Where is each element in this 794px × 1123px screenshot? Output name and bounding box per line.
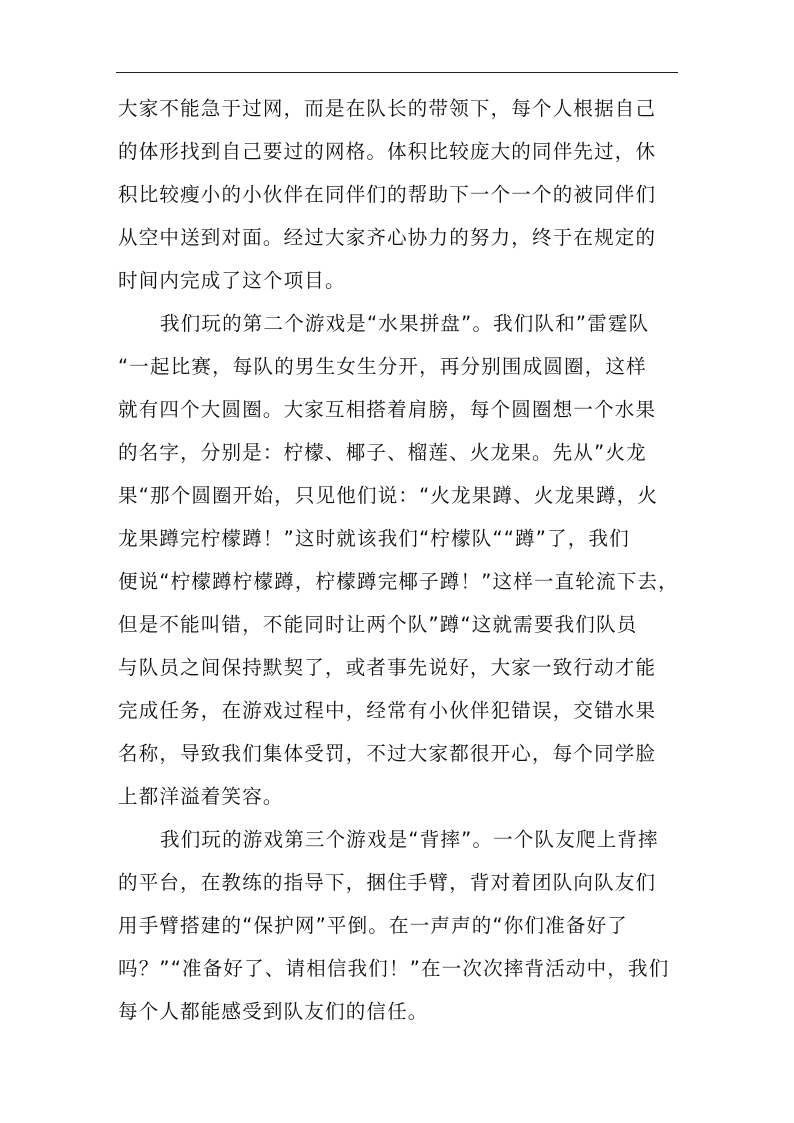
text-line: 从空中送到对面。经过大家齐心协力的努力，终于在规定的 — [118, 226, 657, 249]
text-line: 的名字，分别是：柠檬、椰子、榴莲、火龙果。先从”火龙 — [118, 441, 647, 464]
text-line: 上都洋溢着笑容。 — [118, 785, 284, 808]
text-line: 吗？”“准备好了、请相信我们！”在一次次摔背活动中，我们 — [118, 957, 670, 980]
text-line: 便说“柠檬蹲柠檬蹲，柠檬蹲完椰子蹲！”这样一直轮流下去， — [118, 570, 679, 593]
text-line: 积比较瘦小的小伙伴在同伴们的帮助下一个一个的被同伴们 — [118, 183, 657, 206]
text-line: 就有四个大圆圈。大家互相搭着肩膀，每个圆圈想一个水果 — [118, 398, 657, 421]
text-line: 龙果蹲完柠檬蹲！”这时就该我们“柠檬队““蹲”了，我们 — [118, 527, 630, 550]
text-line: 我们玩的游戏第三个游戏是“背摔”。一个队友爬上背摔 — [160, 828, 659, 851]
text-line: 但是不能叫错，不能同时让两个队”蹲“这就需要我们队员 — [118, 613, 638, 636]
text-line: 果“那个圆圈开始，只见他们说：“火龙果蹲、火龙果蹲，火 — [118, 484, 659, 507]
text-line: 与队员之间保持默契了，或者事先说好，大家一致行动才能 — [118, 656, 657, 679]
text-line: 名称，导致我们集体受罚，不过大家都很开心，每个同学脸 — [118, 742, 657, 765]
header-rule — [116, 72, 678, 73]
text-line: 用手臂搭建的“保护网”平倒。在一声声的“你们准备好了 — [118, 914, 629, 937]
text-line: 我们玩的第二个游戏是“水果拼盘”。我们队和”雷霆队 — [160, 312, 650, 335]
text-line: 大家不能急于过网，而是在队长的带领下，每个人根据自己 — [118, 97, 657, 120]
text-line: 每个人都能感受到队友们的信任。 — [118, 1000, 429, 1023]
text-line: “一起比赛，每队的男生女生分开，再分别围成圆圈，这样 — [118, 355, 647, 378]
text-line: 的体形找到自己要过的网格。体积比较庞大的同伴先过，休 — [118, 140, 657, 163]
text-line: 完成任务，在游戏过程中，经常有小伙伴犯错误，交错水果 — [118, 699, 657, 722]
text-line: 的平台，在教练的指导下，捆住手臂，背对着团队向队友们 — [118, 871, 657, 894]
text-line: 时间内完成了这个项目。 — [118, 269, 346, 292]
